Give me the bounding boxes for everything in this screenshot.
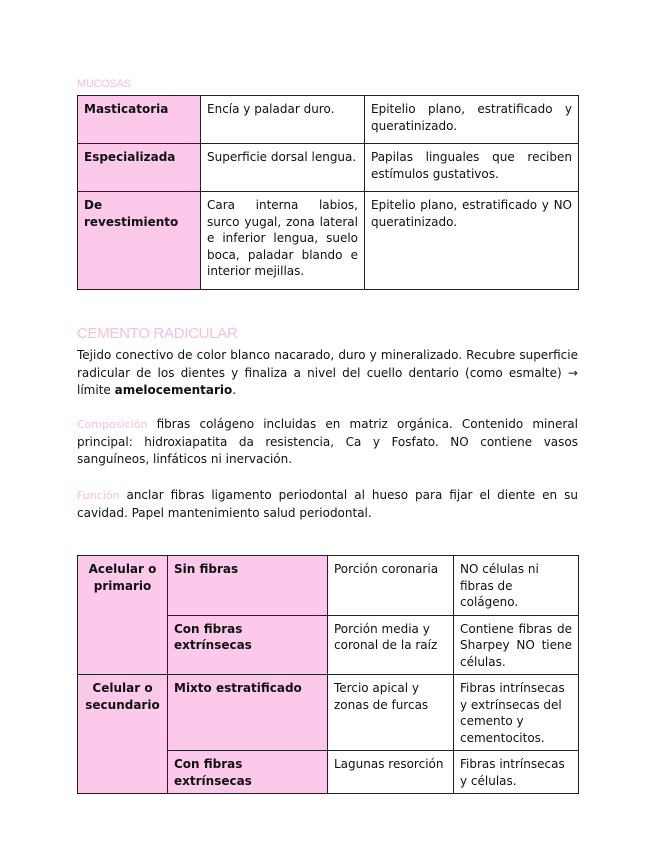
mucosa-location-cell: Encía y paladar duro. [201, 96, 365, 144]
cemento-detail-cell: Contiene fibras de Sharpey NO tiene células. [454, 615, 579, 675]
mucosa-epithelium-cell: Papilas linguales que reciben estímulos gustativos. [365, 144, 579, 192]
cemento-location-cell: Lagunas resorción [328, 751, 454, 794]
cemento-kind-cell: Con fibras extrínsecas [168, 615, 328, 675]
cemento-types-table [77, 555, 579, 794]
composicion-label: Composición [77, 418, 148, 431]
intro-bold-term: amelocementario [114, 383, 233, 397]
mucosa-type-cell: Masticatoria [78, 96, 201, 144]
cemento-heading: CEMENTO RADICULAR [77, 325, 238, 342]
mucosa-epithelium-cell: Epitelio plano, estratificado y NO queratinizado. [365, 192, 579, 290]
cemento-kind-cell: Con fibras extrínsecas [168, 751, 328, 794]
table-row [78, 96, 579, 144]
mucosa-location-cell: Superficie dorsal lengua. [201, 144, 365, 192]
funcion-text: anclar fibras ligamento periodontal al hueso para fijar el diente en su cavidad. Papel mantenimiento salud periodontal. [77, 488, 578, 520]
intro-end: . [232, 383, 237, 397]
composicion-paragraph [77, 416, 578, 469]
mucosas-table [77, 95, 579, 290]
funcion-paragraph [77, 487, 578, 522]
cemento-location-cell: Porción media y coronal de la raíz [328, 615, 454, 675]
cemento-intro-paragraph [77, 347, 578, 400]
mucosa-epithelium-cell: Epitelio plano, estratificado y queratinizado. [365, 96, 579, 144]
intro-text: Tejido conectivo de color blanco nacarado, duro y mineralizado. Recubre superficie radicular de los dientes y finaliza a nivel del cuello dentario (como esmalte) → límite [77, 348, 578, 397]
composicion-text: fibras colágeno incluidas en matriz orgánica. Contenido mineral principal: hidroxiapatita da resistencia, Ca y Fosfato. NO contiene vasos sanguíneos, linfáticos ni inervación. [77, 417, 578, 466]
cemento-location-cell: Porción coronaria [328, 556, 454, 616]
table-row [78, 144, 579, 192]
cemento-detail-cell: Fibras intrínsecas y extrínsecas del cemento y cementocitos. [454, 675, 579, 751]
cemento-kind-cell: Mixto estratificado [168, 675, 328, 751]
mucosa-location-cell: Cara interna labios, surco yugal, zona lateral e inferior lengua, suelo boca, paladar blando e interior mejillas. [201, 192, 365, 290]
cemento-kind-cell: Sin fibras [168, 556, 328, 616]
mucosa-type-cell: De revestimiento [78, 192, 201, 290]
cemento-group-cell: Celular o secundario [78, 675, 168, 794]
table-row [78, 675, 579, 751]
table-row [78, 192, 579, 290]
funcion-label: Función [77, 489, 120, 502]
cemento-detail-cell: NO células ni fibras de colágeno. [454, 556, 579, 616]
cemento-detail-cell: Fibras intrínsecas y células. [454, 751, 579, 794]
cemento-location-cell: Tercio apical y zonas de furcas [328, 675, 454, 751]
cemento-group-cell: Acelular o primario [78, 556, 168, 675]
mucosas-heading: MUCOSAS [77, 78, 131, 90]
mucosa-type-cell: Especializada [78, 144, 201, 192]
table-row [78, 556, 579, 616]
